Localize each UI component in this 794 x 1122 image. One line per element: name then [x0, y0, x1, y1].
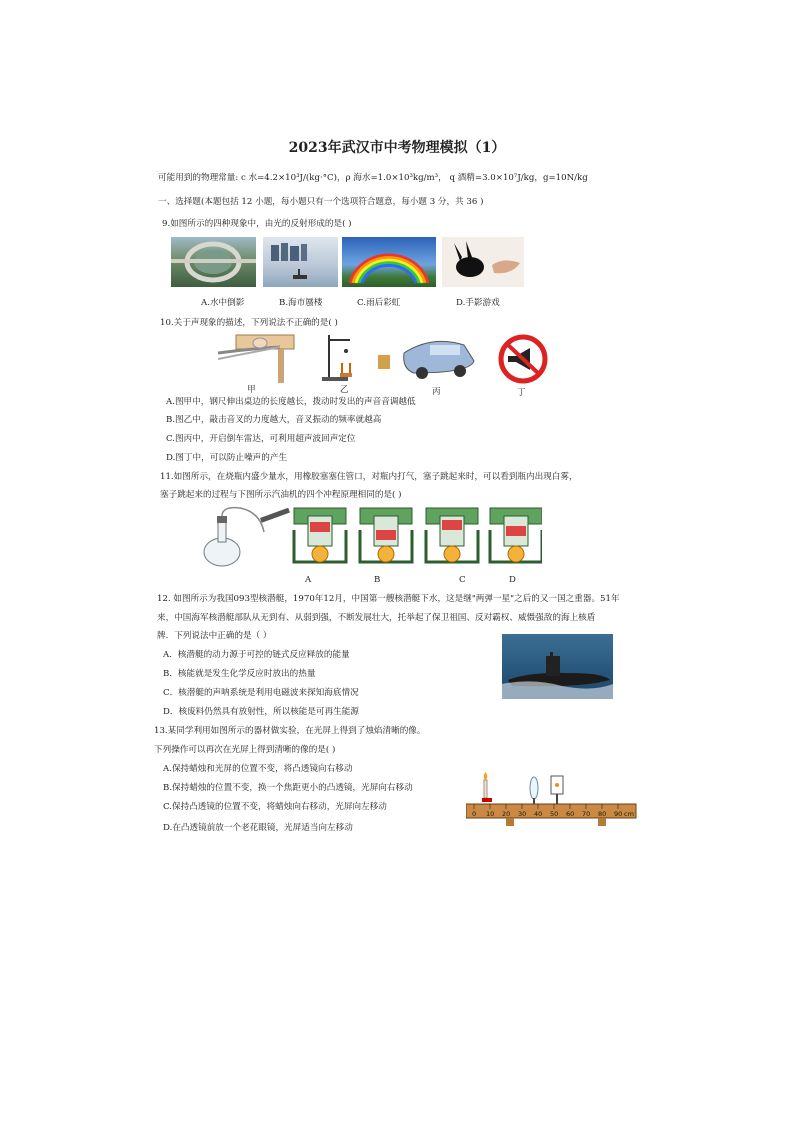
q13-optical-bench-figure — [466, 768, 638, 832]
q10-option-d: D.图丁中，可以防止噪声的产生 — [166, 453, 288, 463]
engine-stroke-a — [294, 508, 346, 562]
q10-option-b: B.图乙中，敲击音叉的力度越大，音叉振动的频率就越高 — [166, 415, 382, 425]
q11-label-a: A — [305, 575, 312, 585]
ruler-tick-label: 30 — [518, 810, 527, 818]
q11-stem-line1: 11.如图所示，在烧瓶内盛少量水，用橡胶塞塞住管口，对瓶内打气，塞子跳起来时，可以看到瓶内出现白雾， — [160, 472, 578, 482]
q11-label-d: D — [509, 575, 516, 585]
q10-figure-ruler — [218, 333, 298, 385]
q9-option-d: D.手影游戏 — [456, 298, 500, 308]
q12-stem-line1: 12. 如图所示为我国093型核潜艇，1970年12月，中国第一艘核潜艇下水，这是继"两弹一星"之后的又一国之重器。51年 — [157, 594, 620, 604]
submarine-icon — [502, 634, 613, 699]
q11-label-b: B — [374, 575, 381, 585]
q13-stem-line2: 下列操作可以再次在光屏上得到清晰的像的是( ) — [154, 745, 336, 755]
engine-stroke-d — [490, 508, 542, 562]
q9-stem: 9.如图所示的四种现象中，由光的反射形成的是( ) — [162, 219, 352, 229]
ruler-tick-label: 60 — [566, 810, 575, 818]
rainbow-icon — [342, 237, 436, 287]
ruler-tick-label: 0 — [472, 810, 477, 818]
q12-submarine-photo — [502, 634, 613, 699]
q13-option-a: A.保持蜡烛和光屏的位置不变，将凸透镜向右移动 — [163, 764, 353, 774]
q10-figure-car-radar — [374, 333, 476, 383]
q10-no-horn-sign-icon — [490, 334, 556, 384]
q11-flask-pump-figure — [200, 502, 296, 568]
ruler-tick-label: 10 — [486, 810, 495, 818]
q13-stem-line1: 13.某同学利用如图所示的器材做实验，在光屏上得到了烛焰清晰的像。 — [154, 726, 426, 736]
q12-option-b: B．核能就是发生化学反应时放出的热量 — [163, 669, 316, 679]
q10-option-a: A.图甲中，钢尺伸出桌边的长度越长，拨动时发出的声音音调越低 — [166, 397, 416, 407]
page-title: 2023年武汉市中考物理模拟（1） — [288, 140, 506, 156]
q12-option-a: A．核潜艇的动力源于可控的链式反应释放的能量 — [163, 650, 350, 660]
engine-stroke-c — [426, 508, 478, 562]
q10-stem: 10.关于声现象的描述，下列说法不正确的是( ) — [160, 318, 338, 328]
ruler-tick-label: 90 — [614, 810, 623, 818]
q9-option-b: B.海市蜃楼 — [279, 298, 323, 308]
q12-option-c: C．核潜艇的声呐系统是利用电磁波来探知海底情况 — [163, 688, 359, 698]
engine-stroke-b — [360, 508, 412, 562]
q9-image-c-rainbow — [342, 237, 436, 287]
q9-image-a-reflection — [171, 237, 256, 287]
q13-option-c: C.保持凸透镜的位置不变，将蜡烛向右移动，光屏向左移动 — [163, 802, 387, 812]
q11-label-c: C — [459, 575, 466, 585]
mirage-city-icon — [263, 237, 338, 287]
q13-option-b: B.保持蜡烛的位置不变，换一个焦距更小的凸透镜，光屏向右移动 — [163, 783, 413, 793]
ruler-tick-label: 80 — [598, 810, 607, 818]
q10-option-c: C.图丙中，开启倒车雷达，可利用超声波回声定位 — [166, 434, 356, 444]
q13-option-d: D.在凸透镜前放一个老花眼镜，光屏适当向左移动 — [163, 823, 353, 833]
ruler-tick-label: 40 — [534, 810, 543, 818]
q9-option-a: A.水中倒影 — [201, 298, 245, 308]
physical-constants: 可能用到的物理常量: c 水=4.2×10³J/(kg·°C)，ρ 海水=1.0×10³kg/m³， q 酒精=3.0×10⁷J/kg，g=10N/kg — [158, 173, 588, 183]
ruler-tick-label: 70 — [582, 810, 591, 818]
section-heading: 一、选择题(本题包括 12 小题，每小题只有一个选项符合题意，每小题 3 分，共 36 ) — [158, 197, 484, 207]
bridge-reflection-icon — [171, 237, 256, 287]
q9-image-b-mirage — [263, 237, 338, 287]
q10-label-ding: 丁 — [517, 388, 526, 398]
q9-image-d-hand-shadow — [442, 237, 524, 287]
q12-option-d: D．核废料仍然具有放射性，所以核能是可再生能源 — [163, 707, 359, 717]
q11-engine-strokes — [292, 502, 542, 572]
q9-option-c: C.雨后彩虹 — [357, 298, 401, 308]
ruler-tick-label: 50 — [550, 810, 559, 818]
q10-figure-tuning-fork — [320, 333, 360, 383]
ruler-tick-label: 20 — [502, 810, 511, 818]
ruler-tick-label: cm — [624, 810, 634, 818]
q12-stem-line2: 来，中国海军核潜艇部队从无到有、从弱到强，不断发展壮大，托举起了保卫祖国、反对霸权、威慑强敌的海上核盾 — [157, 613, 596, 623]
rabbit-shadow-icon — [442, 237, 524, 287]
q12-stem-line3: 牌．下列说法中正确的是（ ） — [157, 631, 272, 641]
q10-label-bing: 丙 — [432, 387, 441, 397]
q11-stem-line2: 塞子跳起来的过程与下图所示汽油机的四个冲程原理相同的是( ) — [160, 490, 402, 500]
q10-label-yi: 乙 — [340, 385, 349, 395]
q10-label-jia: 甲 — [247, 385, 256, 395]
